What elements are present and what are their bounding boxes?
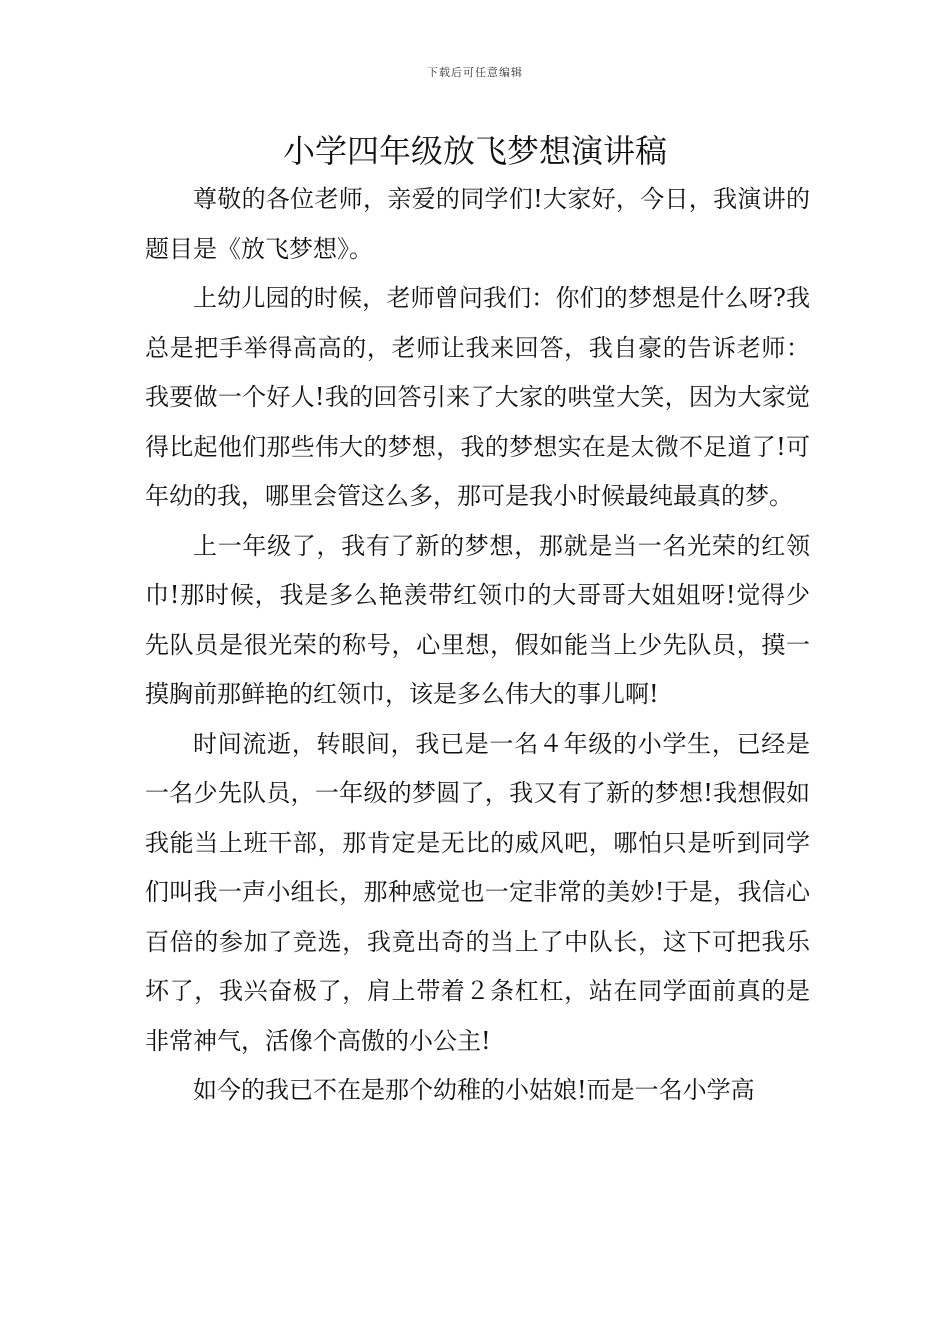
header-note: 下载后可任意编辑 xyxy=(427,66,523,79)
document-body xyxy=(145,175,810,1116)
document-title: 小学四年级放飞梦想演讲稿 xyxy=(282,132,667,170)
paragraph-greeting: 尊敬的各位老师，亲爱的同学们!大家好，今日，我演讲的题目是《放飞梦想》。 xyxy=(145,185,810,263)
paragraph-fourth-grade: 时间流逝，转眼间，我已是一名４年级的小学生，已经是一名少先队员，一年级的梦圆了，我又有了新的梦想!我想假如我能当上班干部，那肯定是无比的威风吧，哪怕只是听到同学们叫我一声小组长，那种感觉也一定非常的美妙!于是，我信心百倍的参加了竞选，我竟出奇的当上了中队长，这下可把我乐坏了，我兴奋极了，肩上带着２条杠杠，站在同学面前真的是非常神气，活像个高傲的小公主! xyxy=(145,729,810,1055)
paragraph-now: 如今的我已不在是那个幼稚的小姑娘!而是一名小学高 xyxy=(193,1076,755,1104)
paragraph-first-grade: 上一年级了，我有了新的梦想，那就是当一名光荣的红领巾!那时候，我是多么艳羡带红领巾的大哥哥大姐姐呀!觉得少先队员是很光荣的称号，心里想，假如能当上少先队员，摸一摸胸前那鲜艳的红领巾，该是多么伟大的事儿啊! xyxy=(145,531,810,708)
paragraph-kindergarten: 上幼儿园的时候，老师曾问我们：你们的梦想是什么呀?我总是把手举得高高的，老师让我来回答，我自豪的告诉老师：我要做一个好人!我的回答引来了大家的哄堂大笑，因为大家觉得比起他们那些伟大的梦想，我的梦想实在是太微不足道了!可年幼的我，哪里会管这么多，那可是我小时候最纯最真的梦。 xyxy=(145,284,810,510)
